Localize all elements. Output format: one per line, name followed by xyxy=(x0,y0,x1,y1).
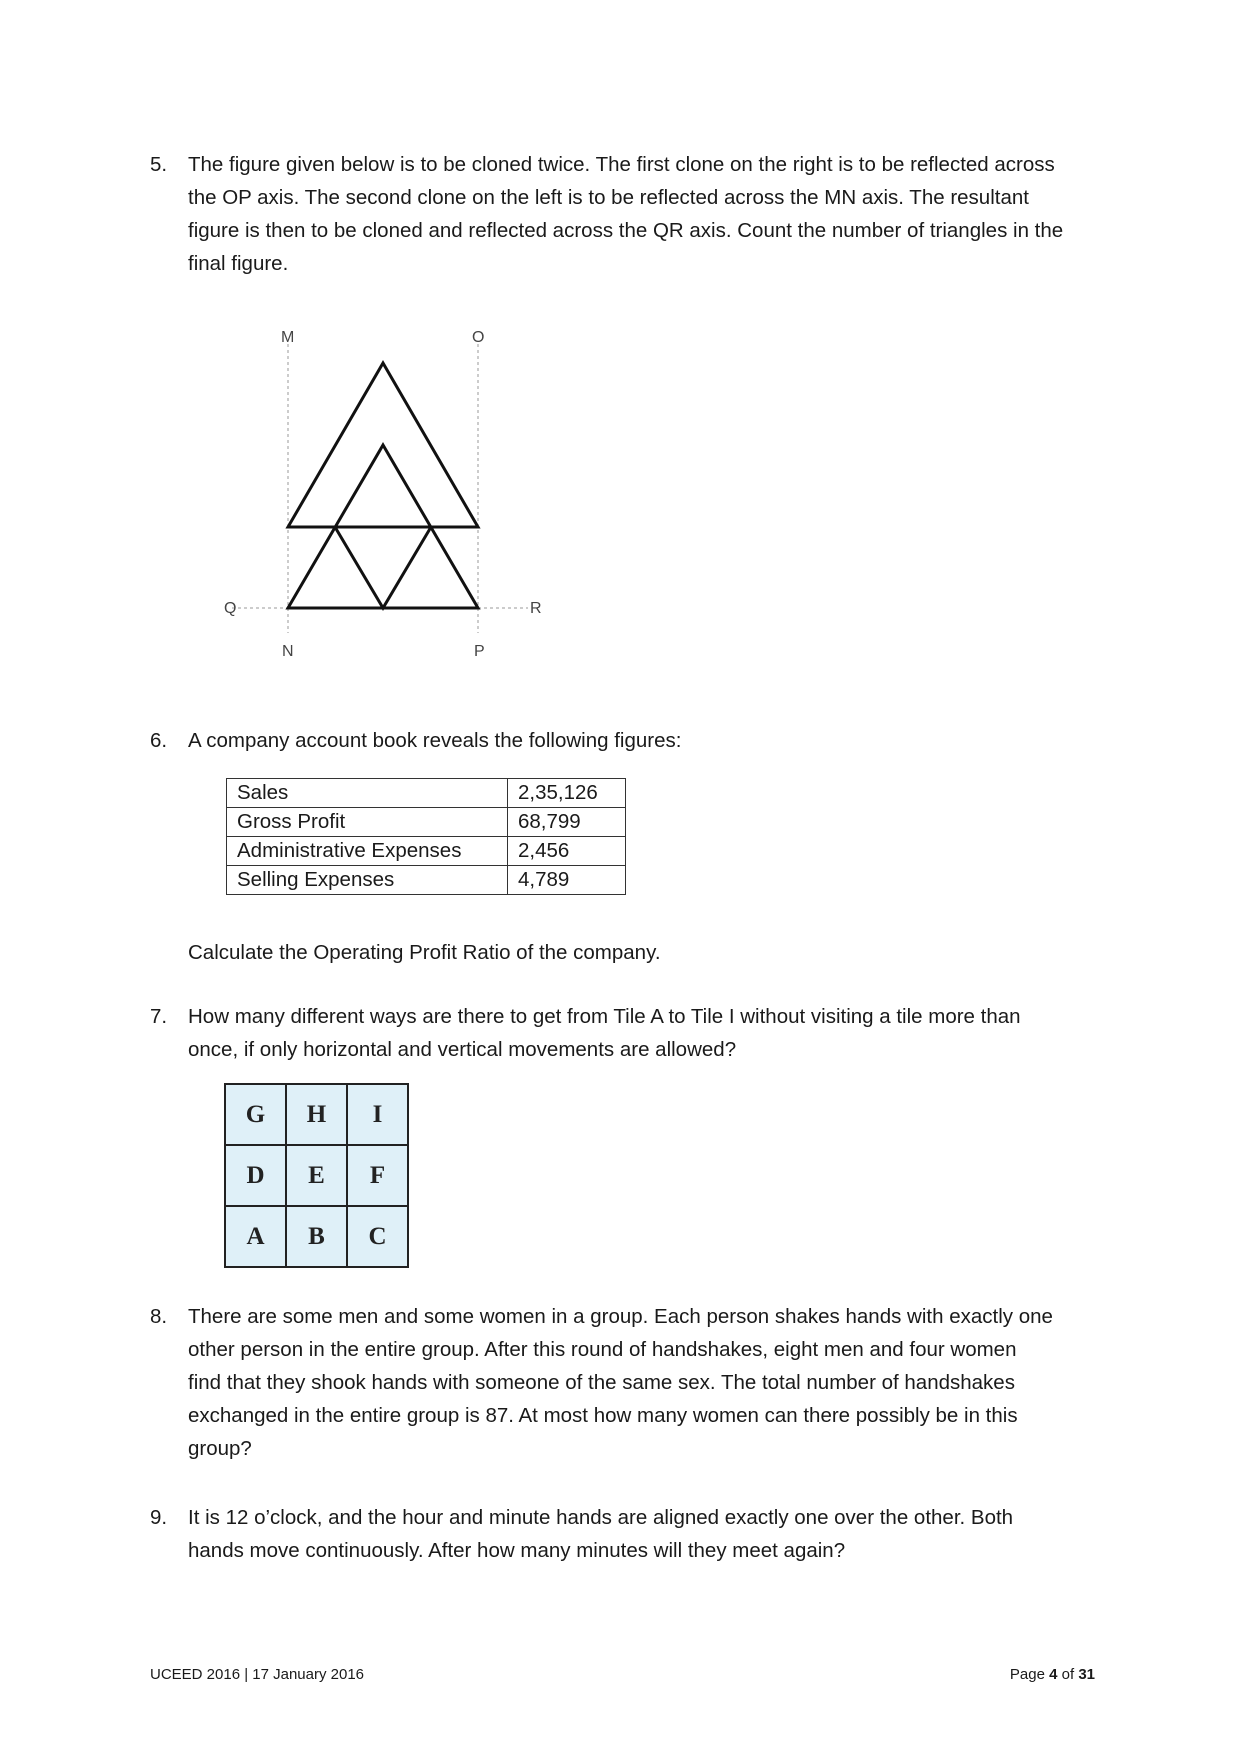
page-current: 4 xyxy=(1049,1666,1058,1683)
footer-page-number xyxy=(1010,1666,1095,1683)
text-line: the OP axis. The second clone on the left is to be reflected across the MN axis. The resultant xyxy=(188,186,1029,209)
text-line: other person in the entire group. After this round of handshakes, eight men and four women xyxy=(188,1338,1017,1361)
table-row xyxy=(227,808,626,837)
row-value: 68,799 xyxy=(508,808,626,837)
triangle-figure xyxy=(210,318,550,673)
account-table xyxy=(226,778,626,895)
text-line: group? xyxy=(188,1437,252,1460)
label-r: R xyxy=(530,600,542,617)
tile-b: B xyxy=(286,1206,347,1267)
text-line: There are some men and some women in a group. Each person shakes hands with exactly one xyxy=(188,1305,1053,1328)
text-line: How many different ways are there to get from Tile A to Tile I without visiting a tile more than xyxy=(188,1005,1021,1028)
question-8 xyxy=(150,1300,1095,1465)
text-line: It is 12 o’clock, and the hour and minute hands are aligned exactly one over the other. Both xyxy=(188,1506,1014,1529)
question-number: 6. xyxy=(150,729,168,752)
text-line: find that they shook hands with someone of the same sex. The total number of handshakes xyxy=(188,1371,1015,1394)
question-7 xyxy=(150,1000,1095,1066)
text-line: The figure given below is to be cloned twice. The first clone on the right is to be reflected across xyxy=(188,153,1055,176)
page-prefix: Page xyxy=(1009,1666,1050,1683)
question-text xyxy=(188,1300,1095,1465)
question-9 xyxy=(150,1501,1095,1567)
row-label: Gross Profit xyxy=(227,808,508,837)
label-n: N xyxy=(282,643,294,660)
tile-d: D xyxy=(225,1145,286,1206)
tile-c: C xyxy=(347,1206,408,1267)
tile-i: I xyxy=(347,1084,408,1145)
row-value: 2,456 xyxy=(508,837,626,866)
question-number: 7. xyxy=(150,1005,168,1028)
question-text xyxy=(188,1501,1095,1567)
text-line: hands move continuously. After how many minutes will they meet again? xyxy=(188,1539,846,1562)
row-label: Selling Expenses xyxy=(227,866,508,895)
question-text: A company account book reveals the following figures: xyxy=(188,729,682,752)
question-6 xyxy=(150,724,1095,757)
text-line: figure is then to be cloned and reflected across the QR axis. Count the number of triangles in the xyxy=(188,219,1064,242)
table-row xyxy=(227,866,626,895)
question-text xyxy=(188,148,1095,280)
row-value: 2,35,126 xyxy=(508,779,626,808)
row-value: 4,789 xyxy=(508,866,626,895)
question-text xyxy=(188,1000,1095,1066)
page-of: of xyxy=(1057,1666,1079,1683)
label-q: Q xyxy=(224,600,237,617)
row-label: Administrative Expenses xyxy=(227,837,508,866)
label-o: O xyxy=(472,329,485,346)
question-6-followup: Calculate the Operating Profit Ratio of the company. xyxy=(188,941,661,964)
tile-g: G xyxy=(225,1084,286,1145)
question-number: 5. xyxy=(150,153,168,176)
tile-a: A xyxy=(225,1206,286,1267)
table-row xyxy=(227,779,626,808)
row-label: Sales xyxy=(227,779,508,808)
label-m: M xyxy=(281,329,295,346)
text-line: once, if only horizontal and vertical movements are allowed? xyxy=(188,1038,737,1061)
tile-h: H xyxy=(286,1084,347,1145)
page-total: 31 xyxy=(1078,1666,1095,1683)
text-line: final figure. xyxy=(188,252,289,275)
table-row xyxy=(227,837,626,866)
question-5 xyxy=(150,148,1095,280)
question-number: 9. xyxy=(150,1506,168,1529)
tile-e: E xyxy=(286,1145,347,1206)
tile-f: F xyxy=(347,1145,408,1206)
inner-v-lines xyxy=(335,527,431,608)
tile-grid xyxy=(224,1083,409,1268)
label-p: P xyxy=(474,643,485,660)
text-line: exchanged in the entire group is 87. At most how many women can there possibly be in this xyxy=(188,1404,1018,1427)
footer-exam-info: UCEED 2016 | 17 January 2016 xyxy=(150,1666,365,1683)
question-number: 8. xyxy=(150,1305,168,1328)
